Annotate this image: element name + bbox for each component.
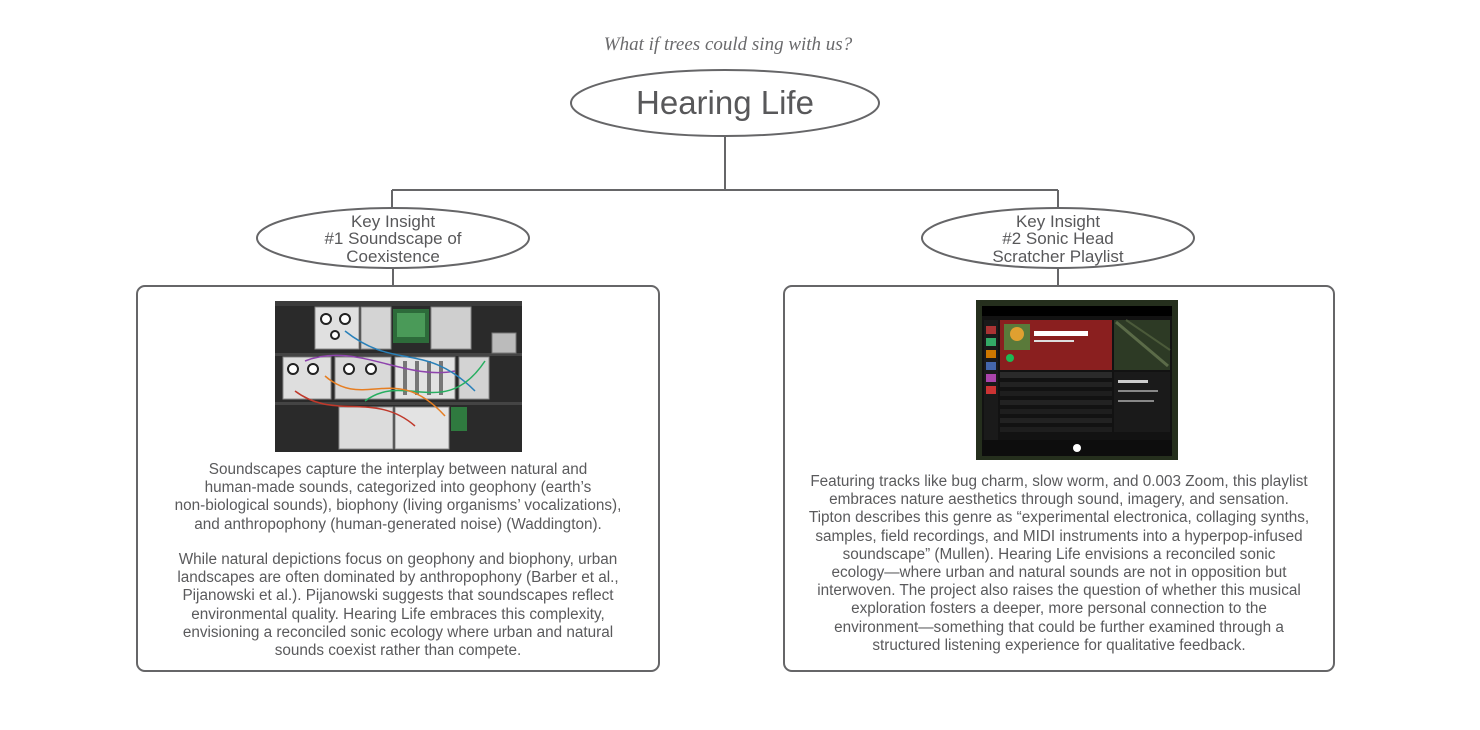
insight-1-paragraph-1 (138, 461, 658, 534)
paragraph-line: soundscape” (Mullen). Hearing Life envisions a reconciled sonic (842, 545, 1276, 563)
insight-2-title-line: Scratcher Playlist (992, 246, 1124, 266)
insight-1-title (257, 208, 529, 270)
paragraph-line: ecology—where urban and natural sounds are not in opposition but (831, 564, 1287, 582)
insight-2-title-line: Key Insight (1015, 211, 1101, 231)
paragraph-line: Pijanowski et al.). Pijanowski suggests that soundscapes reflect (182, 587, 614, 605)
paragraph-line: and anthropophony (human-generated noise) (Waddington). (194, 515, 602, 533)
paragraph-line: While natural depictions focus on geophony and biophony, urban (178, 551, 618, 568)
paragraph-line: sounds coexist rather than compete. (274, 642, 522, 660)
paragraph-line: environment—something that could be further examined through a (834, 618, 1284, 636)
insight-2-paragraph-1 (785, 473, 1333, 655)
paragraph-line: embraces nature aesthetics through sound, imagery, and sensation. (829, 491, 1289, 509)
insight-2-title (922, 208, 1194, 270)
insight-1-title-line: #1 Soundscape of (324, 229, 462, 249)
insight-2-card (783, 285, 1335, 672)
insight-1-title-line: Coexistence (346, 246, 440, 266)
root-node-title: Hearing Life (636, 84, 814, 121)
insight-1-card (136, 285, 660, 672)
insight-2-title-line: #2 Sonic Head (1002, 229, 1114, 249)
paragraph-line: environmental quality. Hearing Life embraces this complexity, (191, 605, 605, 623)
paragraph-line: landscapes are often dominated by anthropophony (Barber et al., (177, 569, 619, 587)
insight-1-title-line: Key Insight (350, 211, 436, 231)
tagline: What if trees could sing with us? (603, 34, 853, 55)
paragraph-line: human-made sounds, categorized into geophony (earth’s (204, 479, 592, 497)
paragraph-line: envisioning a reconciled sonic ecology where urban and natural (182, 623, 614, 641)
paragraph-line: structured listening experience for qualitative feedback. (872, 636, 1246, 654)
synth-rack-image (275, 301, 522, 452)
paragraph-line: Featuring tracks like bug charm, slow worm, and 0.003 Zoom, this playlist (810, 473, 1308, 490)
insight-1-paragraph-2 (138, 551, 658, 660)
paragraph-line: samples, field recordings, and MIDI instruments into a hyperpop-infused (815, 527, 1303, 545)
paragraph-line: Soundscapes capture the interplay between natural and (208, 461, 588, 478)
playlist-screenshot-image (976, 300, 1178, 460)
paragraph-line: interwoven. The project also raises the question of whether this musical (817, 582, 1301, 600)
paragraph-line: exploration fosters a deeper, more personal connection to the (851, 600, 1267, 618)
paragraph-line: Tipton describes this genre as “experimental electronica, collaging synths, (808, 509, 1310, 527)
paragraph-line: non-biological sounds), biophony (living organisms’ vocalizations), (174, 497, 622, 515)
